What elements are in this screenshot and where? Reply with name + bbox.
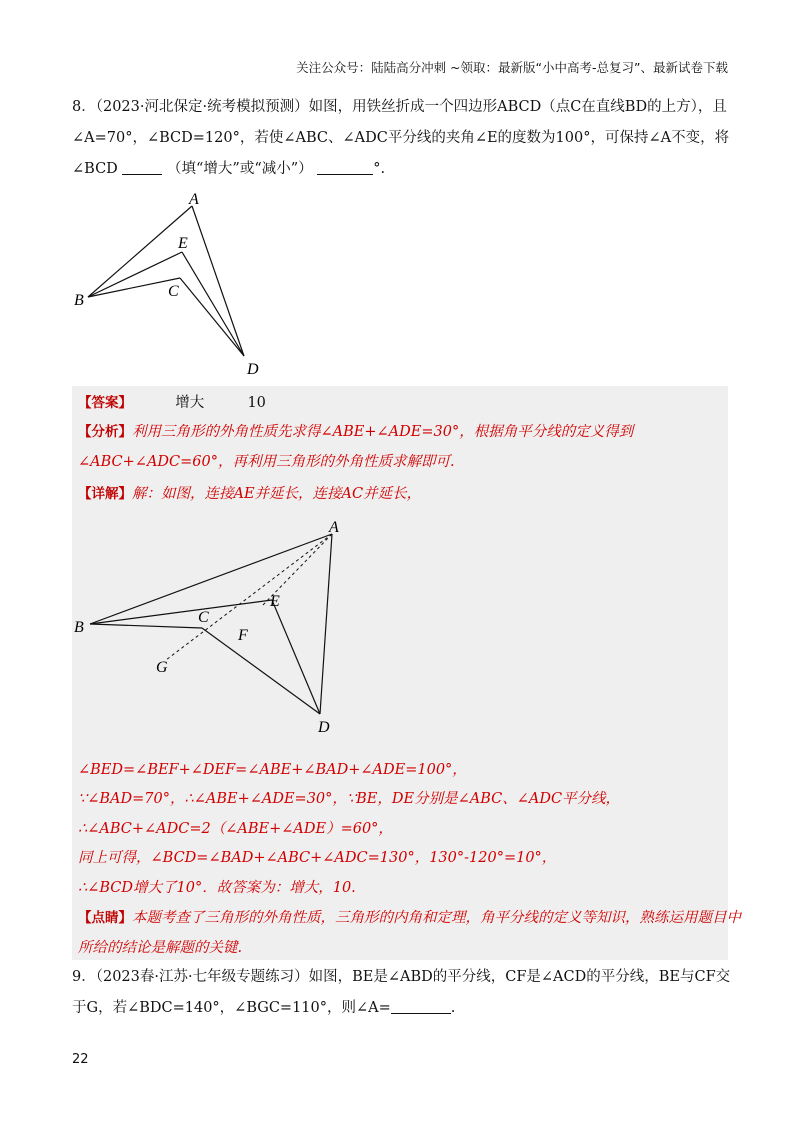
q8-label-D: D [247, 361, 259, 378]
q8-label-E: E [178, 235, 188, 252]
q9-end: . [450, 1000, 456, 1016]
detail-label-G: G [156, 659, 168, 676]
q8-seg-CD [180, 278, 244, 356]
detail-seg-BE [90, 600, 272, 624]
detail-seg-AG [166, 534, 332, 660]
answer-value-2: 10 [247, 395, 266, 411]
q9-line2 [72, 993, 732, 1024]
q8-angle-bcd: ∠BCD [72, 161, 118, 177]
detail-text-1: 解：如图，连接AE并延长，连接AC并延长， [132, 486, 422, 502]
analysis-text-1: 利用三角形的外角性质先求得∠ABE+∠ADE=30°，根据角平分线的定义得到 [132, 424, 634, 440]
q9-line1: 9．（2023春·江苏·七年级专题练习）如图，BE是∠ABD的平分线，CF是∠ACD的平分线，BE与CF交 [72, 969, 731, 985]
detail-label-D: D [318, 719, 330, 736]
detail-label-E: E [270, 593, 280, 610]
answer-line [78, 393, 266, 413]
q8-label-A: A [189, 191, 199, 208]
q8-line1: 8．（2023·河北保定·统考模拟预测）如图，用铁丝折成一个四边形ABCD（点C在直线BD的上方），且 [72, 99, 727, 115]
q8-label-B: B [74, 292, 84, 309]
comment-line-2: 所给的结论是解题的关键. [78, 940, 243, 956]
detail-seg-BA [90, 534, 332, 624]
q9-text: 于G，若∠BDC=140°，∠BGC=110°，则∠A= [72, 1000, 391, 1016]
detail-label-C: C [198, 609, 209, 626]
q8-line2: ∠A=70°，∠BCD=120°，若使∠ABC、∠ADC平分线的夹角∠E的度数为100°，可保持∠A不变，将 [72, 130, 730, 146]
detail-label-B: B [74, 619, 84, 636]
comment-tag: 【点睛】 [78, 910, 132, 926]
detail-label-A: A [329, 519, 339, 536]
q8-seg-BC [88, 278, 180, 297]
step-3: ∴∠ABC+∠ADC=2（∠ABE+∠ADE）=60°， [78, 821, 393, 837]
comment-text-1: 本题考查了三角形的外角性质，三角形的内角和定理，角平分线的定义等知识，熟练运用题目中 [132, 910, 741, 926]
detail-line-1 [78, 484, 421, 504]
q9-blank [391, 997, 451, 1014]
comment-line-1 [78, 908, 741, 928]
header-note: 关注公众号：陆陆高分冲刺 ~领取：最新版“小中高考-总复习”、最新试卷下载 [296, 60, 728, 75]
analysis-line-1 [78, 422, 633, 442]
page-number: 22 [72, 1052, 89, 1067]
question-9 [72, 962, 732, 1024]
q8-blank-2 [317, 158, 373, 175]
step-2: ∵∠BAD=70°，∴∠ABE+∠ADE=30°，∵BE，DE分别是∠ABC、∠ADC平分线， [78, 791, 621, 807]
step-4: 同上可得，∠BCD=∠BAD+∠ABC+∠ADC=130°，130°-120°=10°， [78, 850, 557, 866]
analysis-tag: 【分析】 [78, 424, 132, 440]
detail-seg-BC [90, 624, 202, 628]
question-8 [72, 92, 732, 185]
analysis-line-2: ∠ABC+∠ADC=60°，再利用三角形的外角性质求解即可. [78, 454, 455, 470]
answer-tag: 【答案】 [78, 395, 132, 411]
answer-box [72, 386, 741, 960]
detail-figure [72, 518, 372, 738]
q8-unit: °. [373, 161, 386, 177]
q8-line3 [72, 154, 732, 185]
q8-figure [72, 190, 272, 380]
detail-seg-AD [320, 534, 332, 714]
detail-tag: 【详解】 [78, 486, 132, 502]
q8-hint: （填“增大”或“减小”） [167, 161, 313, 177]
answer-value-1: 增大 [175, 395, 205, 411]
q8-label-C: C [168, 283, 179, 300]
q8-blank-1 [122, 158, 162, 175]
step-1: ∠BED=∠BEF+∠DEF=∠ABE+∠BAD+∠ADE=100°， [78, 762, 467, 778]
detail-label-F: F [238, 627, 248, 644]
step-5: ∴∠BCD增大了10°．故答案为：增大，10. [78, 880, 356, 896]
